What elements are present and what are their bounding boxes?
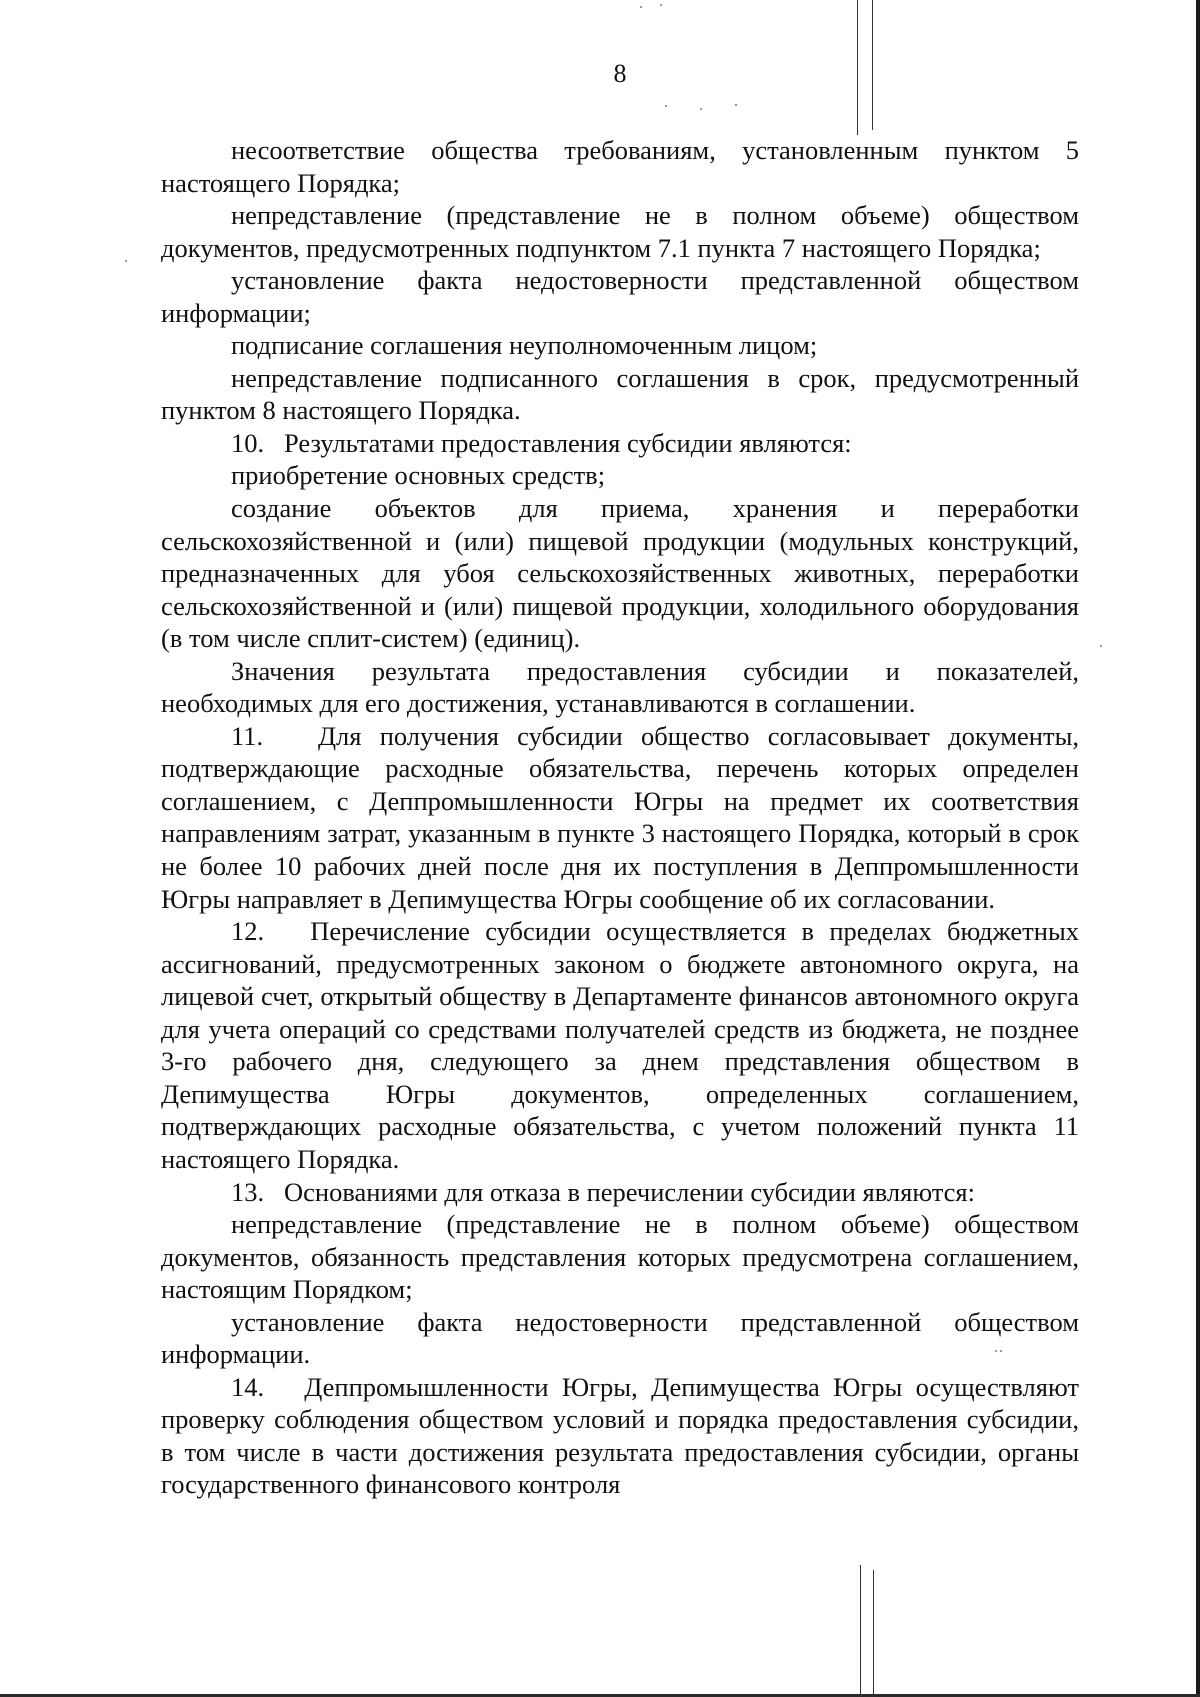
paragraph: 11. Для получения субсидии общество согласовывает документы, подтверждающие расходные обязательства, перечень которых определен соглашением, с Деппромышленности Югры на предмет их соответствия направлениям затрат, указанным в пункте 3 настоящего Порядка, который в срок не более 10 рабочих дней после дня их поступления в Деппромышленности Югры направляет в Депимущества Югры сообщение об их согласовании. bbox=[161, 720, 1079, 914]
paragraph: непредставление (представление не в полном объеме) обществом документов, предусмотренных подпунктом 7.1 пункта 7 настоящего Порядка; bbox=[161, 200, 1079, 263]
paragraph: несоответствие общества требованиям, установленным пунктом 5 настоящего Порядка; bbox=[161, 135, 1079, 198]
paragraph: установление факта недостоверности представленной обществом информации; bbox=[161, 265, 1079, 328]
scan-speck bbox=[640, 6, 642, 8]
document-body bbox=[161, 134, 1079, 1501]
paragraph: 14. Деппромышленности Югры, Депимущества Югры осуществляют проверку соблюдения обществом условий и порядка предоставления субсидии, в том числе в части достижения результата предоставления субсидии, органы государственного финансового контроля bbox=[161, 1371, 1079, 1500]
paragraph: 12. Перечисление субсидии осуществляется в пределах бюджетных ассигнований, предусмотренных законом о бюджете автономного округа, на лицевой счет, открытый обществу в Департаменте финансов автономного округа для учета операций со средствами получателей средств из бюджета, не позднее 3-го рабочего дня, следующего за днем представления обществом в Депимущества Югры документов, определенных соглашением, подтверждающих расходные обязательства, с учетом положений пункта 11 настоящего Порядка. bbox=[161, 916, 1079, 1174]
scan-speck bbox=[1100, 645, 1102, 647]
paragraph: установление факта недостоверности представленной обществом информации. bbox=[161, 1306, 1079, 1370]
scan-speck bbox=[735, 104, 737, 106]
paragraph: 10. Результатами предоставления субсидии являются: bbox=[231, 427, 852, 458]
paragraph: 13. Основаниями для отказа в перечислении субсидии являются: bbox=[231, 1176, 975, 1207]
paragraph: непредставление (представление не в полном объеме) обществом документов, обязанность представления которых предусмотрена соглашением, настоящим Порядком; bbox=[161, 1209, 1079, 1305]
scan-speck bbox=[700, 108, 702, 110]
paragraph: Значения результата предоставления субсидии и показателей, необходимых для его достижения, устанавливаются в соглашении. bbox=[161, 655, 1079, 719]
paragraph: непредставление подписанного соглашения в срок, предусмотренный пунктом 8 настоящего Порядка. bbox=[161, 362, 1079, 426]
paragraph: приобретение основных средств; bbox=[231, 460, 606, 491]
paragraph: создание объектов для приема, хранения и переработки сельскохозяйственной и (или) пищевой продукции (модульных конструкций, предназначенных для убоя сельскохозяйственных животных, переработки сельскохозяйственной и (или) пищевой продукции, холодильного оборудования (в том числе сплит-систем) (единиц). bbox=[161, 493, 1079, 654]
scan-speck bbox=[660, 4, 662, 6]
scan-fold-line bbox=[873, 1570, 874, 1697]
scan-fold-line bbox=[860, 1565, 861, 1697]
page-number: 8 bbox=[613, 59, 627, 88]
paragraph: подписание соглашения неуполномоченным лицом; bbox=[231, 330, 818, 361]
scan-speck bbox=[125, 260, 127, 262]
scan-speck bbox=[665, 105, 667, 107]
scan-edge-right bbox=[1196, 0, 1200, 1697]
